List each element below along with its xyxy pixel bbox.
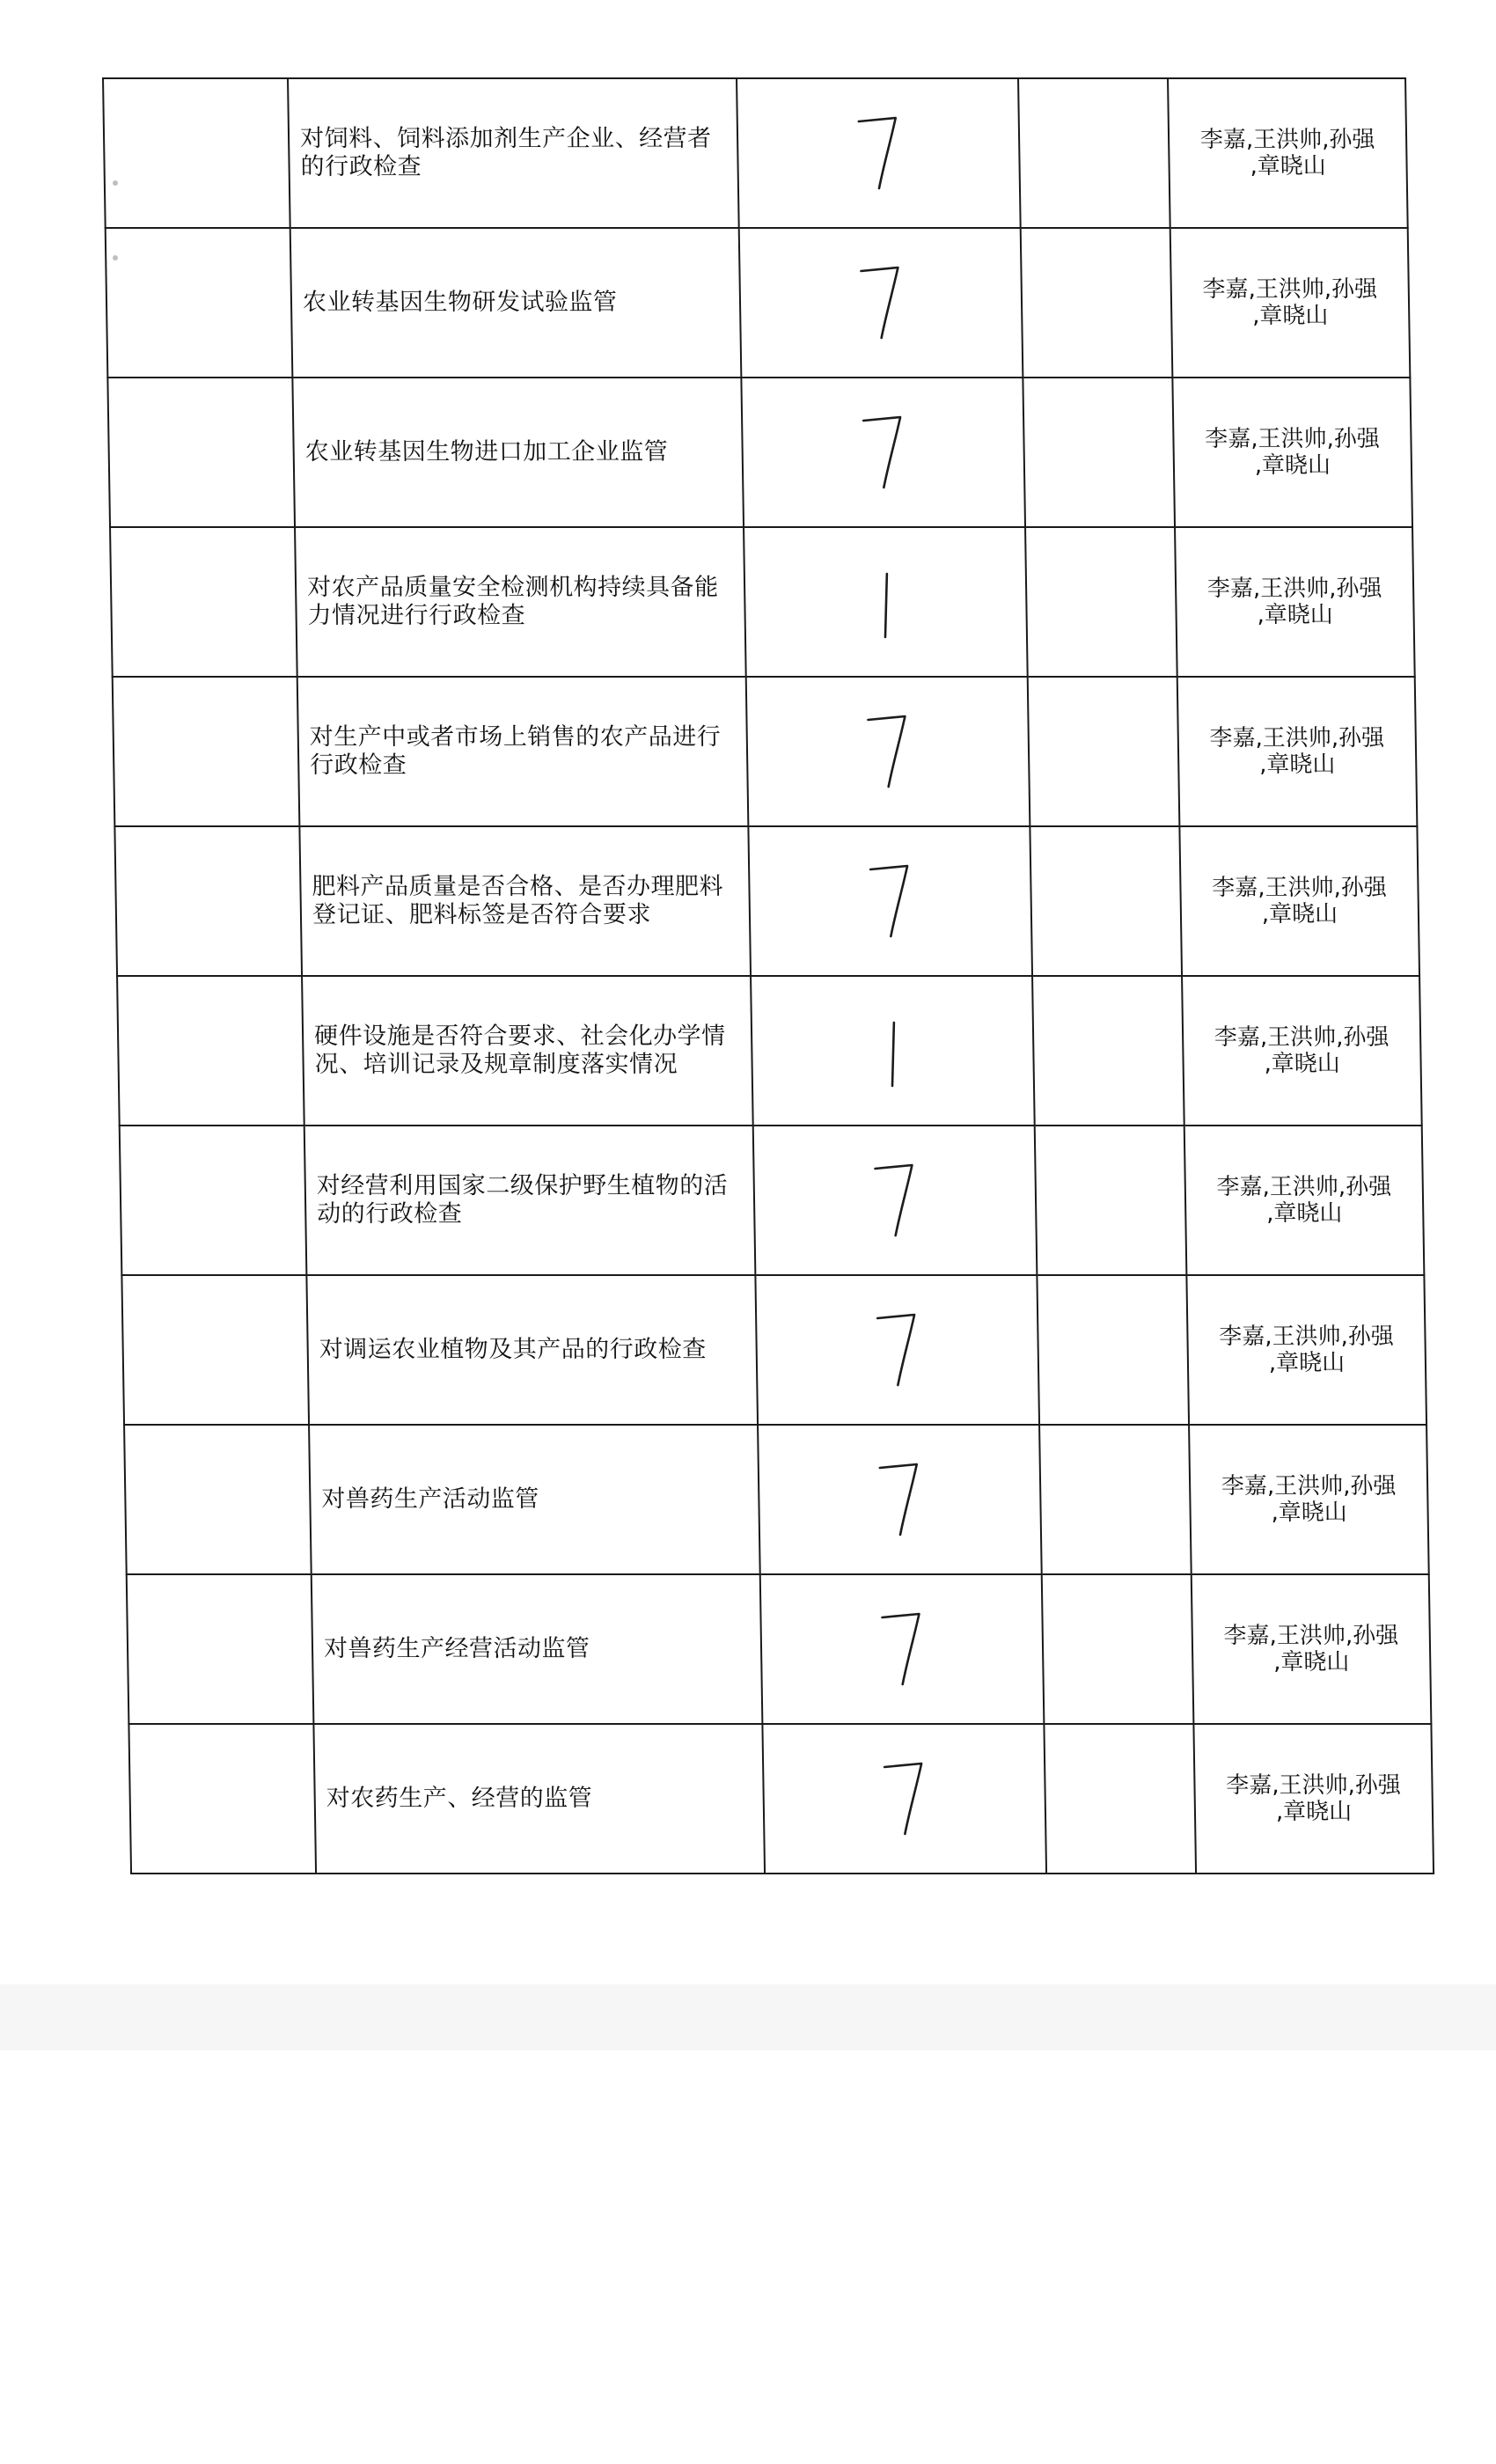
blank-cell — [128, 1724, 316, 1874]
table-row — [120, 1126, 1425, 1275]
blank-cell — [113, 677, 300, 826]
handwritten-count-text — [872, 1445, 873, 1446]
staff-names-line1: 李嘉,王洪帅,孙强 — [1204, 426, 1380, 452]
inspection-item-cell: 对农产品质量安全检测机构持续具备能力情况进行行政检查 — [295, 527, 746, 677]
handwritten-count-text — [858, 547, 859, 548]
handwritten-digit — [877, 1744, 932, 1850]
table-row — [121, 1275, 1426, 1425]
inspection-item-cell: 对饲料、饲料添加剂生产企业、经营者的行政检查 — [288, 78, 739, 228]
staff-names-line1: 李嘉,王洪帅,孙强 — [1216, 1174, 1392, 1200]
handwritten-stroke — [870, 866, 908, 936]
handwritten-count — [861, 697, 915, 803]
handwritten-count — [872, 1445, 927, 1551]
staff-names-line1: 李嘉,王洪帅,孙强 — [1209, 725, 1385, 752]
handwritten-stroke — [859, 118, 897, 188]
inspection-item-cell: 农业转基因生物研发试验监管 — [290, 228, 742, 378]
handwritten-count — [863, 847, 918, 952]
table-row — [110, 527, 1415, 677]
blank-cell — [1028, 677, 1180, 826]
table-row — [128, 1724, 1434, 1874]
blank-cell — [1035, 1126, 1187, 1275]
handwritten-stroke — [875, 1165, 913, 1236]
handwritten-digit — [870, 1295, 925, 1401]
handwritten-digit — [868, 1146, 922, 1251]
blank-cell — [124, 1425, 312, 1574]
staff-names-line2: ,章晓山 — [1264, 1051, 1340, 1077]
blank-cell — [1042, 1574, 1194, 1724]
handwritten-stroke — [884, 1764, 922, 1834]
staff-names-line2: ,章晓山 — [1257, 602, 1333, 628]
inspection-item-cell: 对经营利用国家二级保护野生植物的活动的行政检查 — [304, 1126, 756, 1275]
staff-names-line1: 李嘉,王洪帅,孙强 — [1206, 576, 1382, 602]
handwritten-digit — [872, 1445, 927, 1551]
handwritten-stroke — [884, 574, 888, 637]
handwritten-count — [868, 1146, 922, 1251]
table-row — [124, 1425, 1429, 1574]
staff-cell — [1179, 826, 1419, 976]
count-cell — [755, 1275, 1039, 1425]
handwritten-count — [851, 99, 906, 204]
handwritten-digit — [851, 99, 906, 204]
handwritten-count — [865, 996, 920, 1102]
staff-names-line2: ,章晓山 — [1251, 303, 1329, 329]
handwritten-count — [854, 248, 908, 354]
handwritten-digit — [865, 996, 920, 1102]
inspection-item-cell: 农业转基因生物进口加工企业监管 — [292, 378, 744, 527]
staff-names-line1: 李嘉,王洪帅,孙强 — [1214, 1024, 1390, 1051]
count-cell — [746, 677, 1030, 826]
table-row — [114, 826, 1419, 976]
handwritten-digit — [858, 547, 913, 653]
handwritten-count-text — [877, 1744, 878, 1745]
staff-cell — [1177, 677, 1418, 826]
blank-cell — [1044, 1724, 1196, 1874]
inspection-item-cell: 对调运农业植物及其产品的行政检查 — [306, 1275, 758, 1425]
count-cell — [751, 976, 1035, 1126]
staff-cell — [1168, 78, 1408, 228]
staff-names-line2: ,章晓山 — [1254, 452, 1331, 479]
table-row — [106, 228, 1411, 378]
count-cell — [753, 1126, 1038, 1275]
count-cell — [737, 78, 1021, 228]
staff-cell — [1186, 1275, 1426, 1425]
count-cell — [744, 527, 1028, 677]
inspection-item-cell: 对农药生产、经营的监管 — [313, 1724, 765, 1874]
count-cell — [741, 378, 1025, 527]
scan-edge-band — [0, 1984, 1496, 2050]
handwritten-count-text — [870, 1295, 871, 1296]
staff-cell — [1172, 378, 1412, 527]
handwritten-digit — [861, 697, 915, 803]
staff-cell — [1193, 1724, 1434, 1874]
staff-names-line1: 李嘉,王洪帅,孙强 — [1223, 1623, 1399, 1649]
staff-names-line2: ,章晓山 — [1272, 1649, 1350, 1676]
blank-cell — [110, 527, 297, 677]
handwritten-count-text — [856, 398, 857, 399]
staff-names-line2: ,章晓山 — [1275, 1799, 1353, 1825]
blank-cell — [106, 228, 293, 378]
handwritten-stroke — [882, 1614, 920, 1684]
blank-cell — [117, 976, 304, 1126]
staff-names-line2: ,章晓山 — [1265, 1200, 1343, 1227]
staff-names-line2: ,章晓山 — [1268, 1350, 1346, 1376]
blank-cell — [1039, 1425, 1192, 1574]
inspection-item-cell: 硬件设施是否符合要求、社会化办学情况、培训记录及规章制度落实情况 — [302, 976, 753, 1126]
inspection-item-cell: 肥料产品质量是否合格、是否办理肥料登记证、肥料标签是否符合要求 — [299, 826, 751, 976]
handwritten-stroke — [868, 716, 906, 787]
count-cell — [739, 228, 1023, 378]
staff-names-line1: 李嘉,王洪帅,孙强 — [1199, 127, 1375, 153]
handwritten-digit — [875, 1595, 929, 1700]
blank-cell — [114, 826, 302, 976]
staff-names-line1: 李嘉,王洪帅,孙强 — [1202, 276, 1378, 303]
handwritten-stroke — [861, 268, 898, 338]
blank-cell — [103, 78, 290, 228]
inspection-item-cell: 对兽药生产经营活动监管 — [312, 1574, 763, 1724]
blank-cell — [1032, 976, 1184, 1126]
staff-names-line2: ,章晓山 — [1258, 752, 1336, 778]
blank-cell — [120, 1126, 307, 1275]
blank-cell — [1025, 527, 1177, 677]
staff-cell — [1182, 976, 1422, 1126]
handwritten-count — [875, 1595, 929, 1700]
staff-cell — [1192, 1574, 1432, 1724]
handwritten-count-text — [865, 996, 866, 997]
handwritten-count — [870, 1295, 925, 1401]
handwritten-count-text — [868, 1146, 869, 1147]
table-row — [113, 677, 1418, 826]
handwritten-stroke — [863, 417, 901, 488]
handwritten-count — [858, 547, 913, 653]
table-row — [117, 976, 1422, 1126]
handwritten-digit — [854, 248, 908, 354]
inspection-table — [102, 77, 1434, 1874]
blank-cell — [1018, 78, 1170, 228]
count-cell — [748, 826, 1032, 976]
table-row — [127, 1574, 1432, 1724]
staff-names-line1: 李嘉,王洪帅,孙强 — [1211, 875, 1387, 901]
inspection-item-cell: 对兽药生产活动监管 — [309, 1425, 760, 1574]
staff-names-line1: 李嘉,王洪帅,孙强 — [1218, 1324, 1394, 1350]
staff-names-line1: 李嘉,王洪帅,孙强 — [1225, 1772, 1401, 1799]
handwritten-count — [877, 1744, 932, 1850]
table-row — [107, 378, 1412, 527]
handwritten-stroke — [891, 1023, 895, 1086]
handwritten-count — [856, 398, 911, 503]
blank-cell — [127, 1574, 314, 1724]
staff-cell — [1184, 1126, 1425, 1275]
blank-cell — [1037, 1275, 1189, 1425]
staff-names-line2: ,章晓山 — [1271, 1500, 1347, 1526]
count-cell — [762, 1724, 1046, 1874]
count-cell — [760, 1574, 1045, 1724]
staff-cell — [1170, 228, 1411, 378]
count-cell — [758, 1425, 1042, 1574]
table-body — [103, 78, 1434, 1874]
handwritten-digit — [856, 398, 911, 503]
inspection-item-cell: 对生产中或者市场上销售的农产品进行行政检查 — [297, 677, 749, 826]
blank-cell — [1030, 826, 1182, 976]
blank-cell — [121, 1275, 309, 1425]
staff-cell — [1175, 527, 1415, 677]
staff-cell — [1189, 1425, 1429, 1574]
blank-cell — [1021, 228, 1173, 378]
blank-cell — [107, 378, 295, 527]
handwritten-stroke — [877, 1315, 915, 1385]
handwritten-count-text — [861, 697, 862, 698]
handwritten-stroke — [880, 1464, 918, 1535]
handwritten-digit — [863, 847, 918, 952]
staff-names-line2: ,章晓山 — [1261, 901, 1338, 928]
table-row — [103, 78, 1408, 228]
staff-names-line2: ,章晓山 — [1250, 153, 1326, 180]
blank-cell — [1023, 378, 1175, 527]
staff-names-line1: 李嘉,王洪帅,孙强 — [1221, 1473, 1397, 1500]
